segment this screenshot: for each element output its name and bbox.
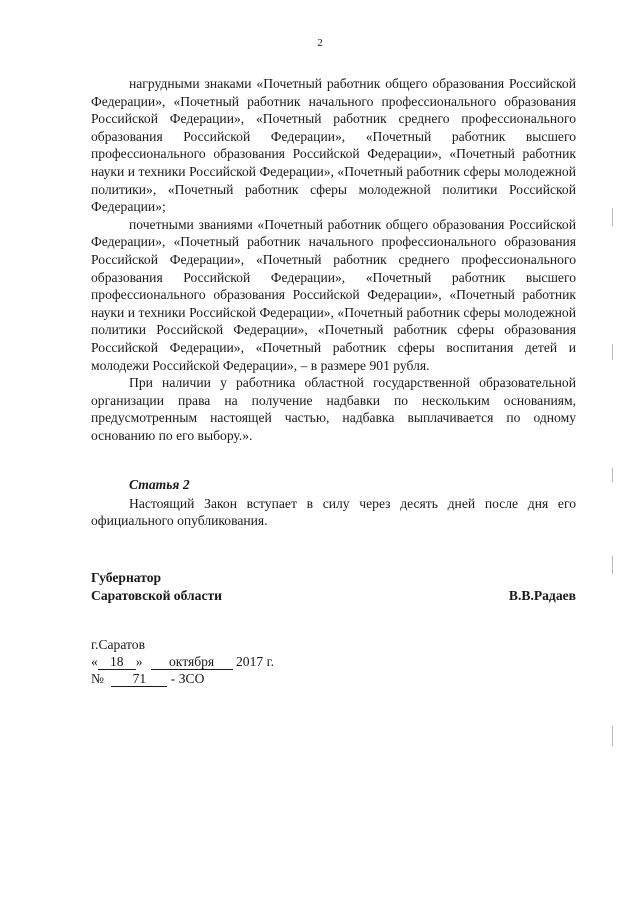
document-body bbox=[91, 75, 576, 444]
scan-artifact bbox=[612, 344, 613, 360]
page-number: 2 bbox=[317, 37, 323, 49]
paragraph-multiple-grounds: При наличии у работника областной государственной образовательной организации права на получение надбавки по нескольким основаниям, предусмотренным настоящей частью, надбавка выплачивается по одному основанию по его выбору.». bbox=[91, 375, 576, 443]
document-footer bbox=[91, 636, 274, 687]
scan-artifact bbox=[612, 208, 613, 226]
signer-position-line1: Губернатор bbox=[91, 570, 162, 585]
date-day: 18 bbox=[98, 655, 136, 670]
number-line bbox=[91, 670, 274, 687]
document-number: 71 bbox=[111, 672, 167, 687]
scan-artifact bbox=[612, 726, 613, 746]
quote-open: « bbox=[91, 654, 98, 669]
paragraph-badges: нагрудными знаками «Почетный работник общего образования Российской Федерации», «Почетный работник начального профессионального образования Российской Федерации», «Почетный работник среднего профессионального образования Российской Федерации», «Почетный работник высшего профессионального образования Российской Федерации», «Почетный работник науки и техники Российской Федерации», «Почетный работник сферы молодежной политики», «Почетный работник сферы молодежной политики Российской Федерации»; bbox=[91, 76, 576, 215]
article-2 bbox=[91, 476, 576, 530]
scan-artifact bbox=[612, 468, 613, 482]
article-title: Статья 2 bbox=[129, 477, 190, 492]
signature-block bbox=[91, 569, 576, 605]
quote-close: » bbox=[135, 654, 143, 669]
city: г.Саратов bbox=[91, 637, 145, 652]
number-sign: № bbox=[91, 671, 104, 686]
signer-position-line2: Саратовской области bbox=[91, 588, 223, 603]
date-year: 2017 г. bbox=[236, 654, 275, 669]
date-line bbox=[91, 653, 274, 670]
scan-artifact bbox=[612, 556, 613, 574]
signer-name: В.В.Радаев bbox=[508, 588, 576, 603]
paragraph-titles: почетными званиями «Почетный работник общего образования Российской Федерации», «Почетный работник начального профессионального образования Российской Федерации», «Почетный работник среднего профессионального образования Российской Федерации», «Почетный работник высшего профессионального образования Российской Федерации», «Почетный работник науки и техники Российской Федерации», «Почетный работник сферы молодежной политики Российской Федерации», «Почетный работник сферы образования Российской Федерации», «Почетный работник сферы воспитания детей и молодежи Российской Федерации», – в размере 901 рубля. bbox=[91, 216, 576, 373]
article-text: Настоящий Закон вступает в силу через десять дней после дня его официального опубликования. bbox=[91, 495, 576, 529]
number-suffix: - ЗСО bbox=[170, 671, 205, 686]
date-month: октября bbox=[151, 655, 233, 670]
